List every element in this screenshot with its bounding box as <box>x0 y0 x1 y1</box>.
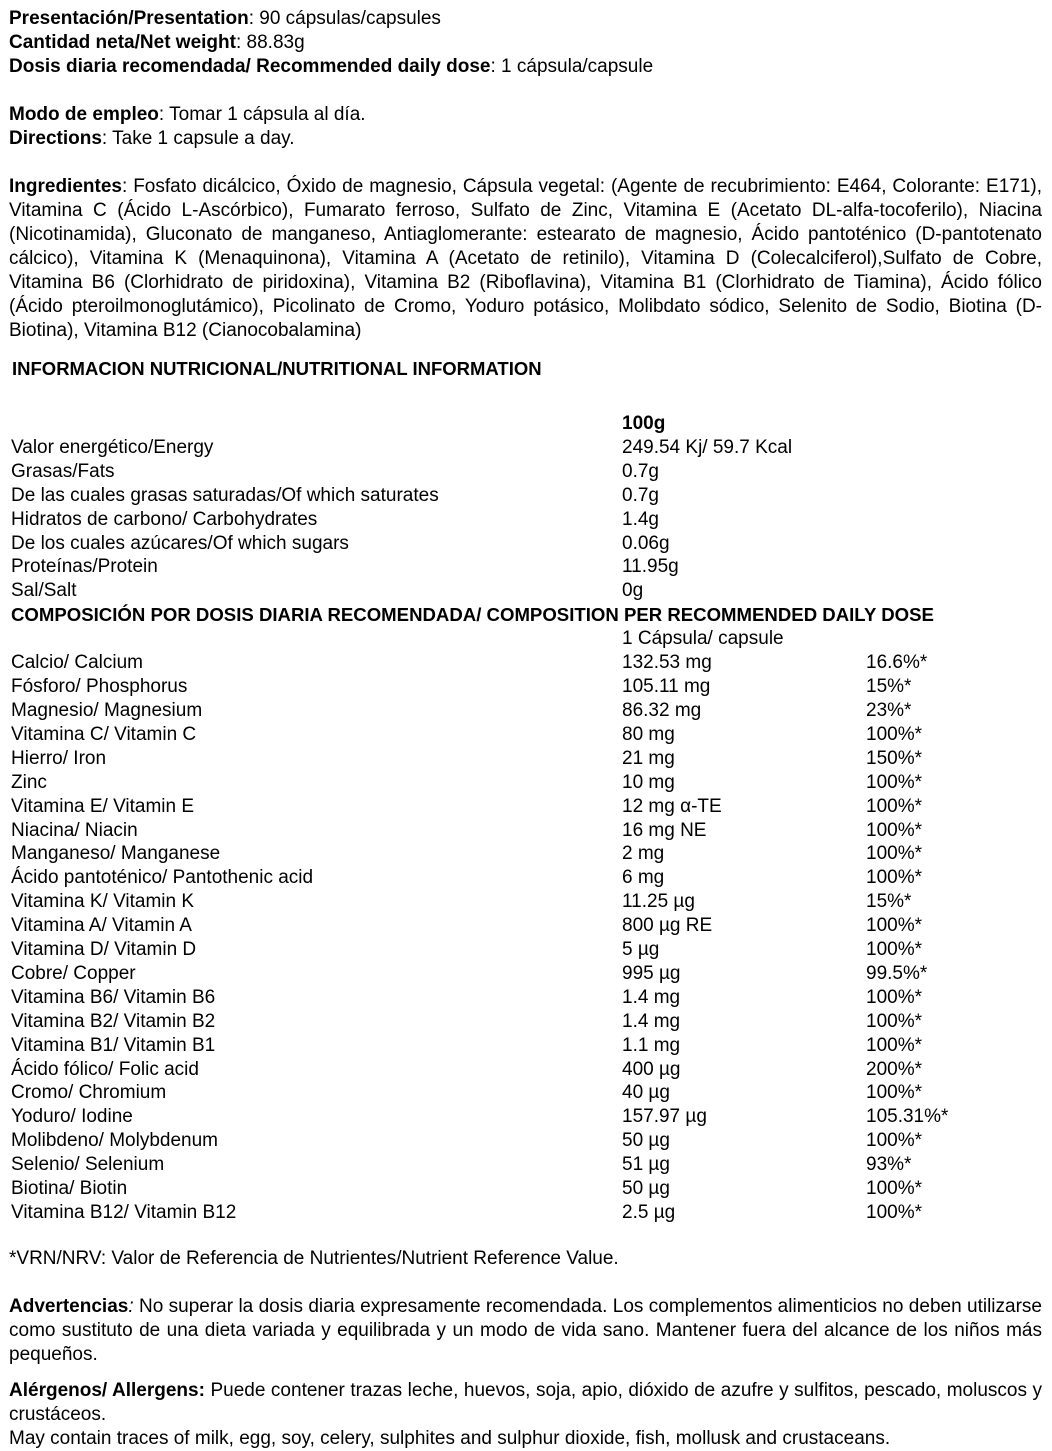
composition-label: Vitamina B2/ Vitamin B2 <box>11 1010 216 1032</box>
composition-label: Hierro/ Iron <box>11 747 107 769</box>
composition-amount: 132.53 mg <box>622 652 712 674</box>
directions-en-line <box>9 127 1042 151</box>
nutrition-row <box>9 532 1049 556</box>
directions-en-value: : Take 1 capsule a day. <box>101 128 295 149</box>
nutrition-header-row <box>9 412 1049 436</box>
composition-nrv: 100%* <box>866 819 922 841</box>
composition-amount: 21 mg <box>622 747 675 769</box>
composition-nrv: 100%* <box>866 867 922 889</box>
composition-amount: 10 mg <box>622 771 675 793</box>
allergens-text-es: Puede contener trazas leche, huevos, soja, apio, dióxido de azufre y sulfitos, pescado, moluscos y crustáceos. <box>9 1379 1042 1425</box>
composition-amount: 995 µg <box>622 962 681 984</box>
ingredients-section <box>9 175 1042 343</box>
composition-nrv: 15%* <box>866 891 912 913</box>
nutrition-label: Sal/Salt <box>11 580 77 602</box>
composition-label: Yoduro/ Iodine <box>11 1106 133 1128</box>
composition-row <box>9 986 1049 1010</box>
allergens-section <box>9 1379 1042 1451</box>
composition-nrv: 100%* <box>866 843 922 865</box>
composition-amount: 800 µg RE <box>622 915 713 937</box>
nutrition-value: 0.7g <box>622 460 659 482</box>
composition-row <box>9 1010 1049 1034</box>
nutrition-section <box>9 357 1042 603</box>
daily-dose-line <box>9 55 1042 79</box>
composition-row <box>9 651 1049 675</box>
nutrition-row <box>9 508 1049 532</box>
composition-amount: 105.11 mg <box>622 676 711 698</box>
composition-row <box>9 938 1049 962</box>
composition-label: Zinc <box>11 771 47 793</box>
nutrition-label: De los cuales azúcares/Of which sugars <box>11 532 349 554</box>
composition-row <box>9 675 1049 699</box>
composition-label: Vitamina B1/ Vitamin B1 <box>11 1034 216 1056</box>
nutrition-label: Hidratos de carbono/ Carbohydrates <box>11 508 318 530</box>
composition-row <box>9 1105 1049 1129</box>
composition-nrv: 200%* <box>866 1058 922 1080</box>
composition-label: Vitamina C/ Vitamin C <box>11 723 197 745</box>
presentation-value: : 90 cápsulas/capsules <box>248 8 441 29</box>
composition-nrv: 100%* <box>866 939 922 961</box>
composition-nrv: 100%* <box>866 1082 922 1104</box>
composition-nrv: 100%* <box>866 915 922 937</box>
composition-label: Niacina/ Niacin <box>11 819 138 841</box>
composition-row <box>9 1177 1049 1201</box>
composition-amount: 1.1 mg <box>622 1034 681 1056</box>
presentation-section <box>9 7 1042 79</box>
directions-section <box>9 103 1042 151</box>
composition-label: Biotina/ Biotin <box>11 1178 128 1200</box>
composition-label: Cromo/ Chromium <box>11 1082 167 1104</box>
composition-nrv: 93%* <box>866 1154 912 1176</box>
nrv-footnote: *VRN/NRV: Valor de Referencia de Nutrientes/Nutrient Reference Value. <box>9 1247 619 1269</box>
composition-nrv: 100%* <box>866 1010 922 1032</box>
composition-amount: 16 mg NE <box>622 819 707 841</box>
composition-row <box>9 795 1049 819</box>
nutrition-value: 0.7g <box>622 484 659 506</box>
allergens-es-paragraph <box>9 1379 1042 1427</box>
composition-label: Molibdeno/ Molybdenum <box>11 1130 219 1152</box>
composition-amount: 1.4 mg <box>622 1010 681 1032</box>
nutrition-value: 0.06g <box>622 532 670 554</box>
nutrition-label: De las cuales grasas saturadas/Of which saturates <box>11 484 439 506</box>
nutrition-empty <box>866 460 1049 484</box>
composition-row <box>9 723 1049 747</box>
directions-es-line <box>9 103 1042 127</box>
composition-row <box>9 1153 1049 1177</box>
composition-nrv: 16.6%* <box>866 652 928 674</box>
composition-nrv: 100%* <box>866 723 922 745</box>
nutrition-value: 0g <box>622 580 644 602</box>
daily-dose-label: Dosis diaria recomendada/ Recommended daily dose <box>9 56 491 77</box>
composition-row <box>9 866 1049 890</box>
nutrition-row <box>9 460 1049 484</box>
composition-label: Ácido fólico/ Folic acid <box>11 1058 199 1080</box>
composition-nrv: 100%* <box>866 771 922 793</box>
composition-amount: 2 mg <box>622 843 665 865</box>
composition-label: Cobre/ Copper <box>11 962 136 984</box>
composition-label: Magnesio/ Magnesium <box>11 699 203 721</box>
composition-label: Vitamina A/ Vitamin A <box>11 915 192 937</box>
allergens-label: Alérgenos/ Allergens: <box>9 1379 205 1401</box>
composition-row <box>9 1129 1049 1153</box>
composition-row <box>9 890 1049 914</box>
composition-row <box>9 771 1049 795</box>
nutrition-value: 249.54 Kj/ 59.7 Kcal <box>622 436 793 458</box>
composition-nrv: 105.31%* <box>866 1106 949 1128</box>
composition-nrv: 100%* <box>866 1034 922 1056</box>
composition-nrv: 100%* <box>866 986 922 1008</box>
directions-es-value: : Tomar 1 cápsula al día. <box>158 104 366 125</box>
composition-title: COMPOSICIÓN POR DOSIS DIARIA RECOMENDADA/ COMPOSITION PER RECOMMENDED DAILY DOSE <box>11 604 934 626</box>
composition-label: Fósforo/ Phosphorus <box>11 676 188 698</box>
composition-header-row <box>9 627 1049 651</box>
nutrition-label: Valor energético/Energy <box>11 436 214 458</box>
composition-amount: 12 mg α-TE <box>622 795 722 817</box>
composition-label: Vitamina D/ Vitamin D <box>11 939 197 961</box>
composition-row <box>9 914 1049 938</box>
composition-row <box>9 699 1049 723</box>
composition-row <box>9 842 1049 866</box>
nutrition-empty <box>866 484 1049 508</box>
composition-label: Vitamina K/ Vitamin K <box>11 891 195 913</box>
composition-amount: 50 µg <box>622 1130 670 1152</box>
allergens-en-paragraph: May contain traces of milk, egg, soy, celery, sulphites and sulphur dioxide, fish, mollusk and crustaceans. <box>9 1427 891 1449</box>
warnings-text: No superar la dosis diaria expresamente recomendada. Los complementos alimenticios no deben utilizarse como sustituto de una dieta variada y equilibrada y un modo de vida sano. Mantener fuera del alcance de los niños más pequeños. <box>9 1295 1042 1365</box>
daily-dose-value: : 1 cápsula/capsule <box>490 56 654 77</box>
composition-amount: 1.4 mg <box>622 986 681 1008</box>
composition-row <box>9 1034 1049 1058</box>
composition-nrv: 100%* <box>866 795 922 817</box>
composition-amount: 11.25 µg <box>622 891 695 913</box>
composition-amount: 40 µg <box>622 1082 670 1104</box>
composition-amount: 80 mg <box>622 723 675 745</box>
nutrition-value: 1.4g <box>622 508 659 530</box>
nutrition-table <box>9 412 1049 603</box>
nutrition-label: Proteínas/Protein <box>11 556 158 578</box>
composition-column-header: 1 Cápsula/ capsule <box>622 628 784 650</box>
composition-row <box>9 819 1049 843</box>
nutrition-empty <box>866 436 1049 460</box>
net-weight-label: Cantidad neta/Net weight <box>9 32 236 53</box>
warnings-section <box>9 1295 1042 1367</box>
nutrition-value: 11.95g <box>622 556 679 578</box>
nutrition-row <box>9 484 1049 508</box>
warnings-paragraph <box>9 1295 1042 1367</box>
composition-label: Ácido pantoténico/ Pantothenic acid <box>11 867 314 889</box>
nutrition-empty <box>866 508 1049 532</box>
composition-label: Calcio/ Calcium <box>11 652 143 674</box>
nutrition-empty <box>866 532 1049 556</box>
nutrition-empty <box>866 555 1049 579</box>
composition-label: Selenio/ Selenium <box>11 1154 165 1176</box>
composition-row <box>9 1058 1049 1082</box>
composition-amount: 157.97 µg <box>622 1106 707 1128</box>
nutrition-title: INFORMACION NUTRICIONAL/NUTRITIONAL INFORMATION <box>12 358 542 379</box>
composition-amount: 50 µg <box>622 1178 670 1200</box>
nutrition-row <box>9 579 1049 603</box>
ingredients-label: Ingredientes <box>9 176 122 197</box>
composition-amount: 51 µg <box>622 1154 670 1176</box>
presentation-label: Presentación/Presentation <box>9 8 249 29</box>
composition-section <box>9 603 1042 1225</box>
composition-amount: 6 mg <box>622 867 665 889</box>
warnings-label: Advertencias <box>9 1295 129 1317</box>
nutrition-row <box>9 555 1049 579</box>
net-weight-value: : 88.83g <box>235 32 305 53</box>
composition-label: Vitamina B6/ Vitamin B6 <box>11 986 216 1008</box>
composition-row <box>9 962 1049 986</box>
composition-nrv: 100%* <box>866 1130 922 1152</box>
composition-label: Manganeso/ Manganese <box>11 843 221 865</box>
directions-es-label: Modo de empleo <box>9 104 159 125</box>
presentation-line <box>9 7 1042 31</box>
composition-amount: 86.32 mg <box>622 699 702 721</box>
nutrition-empty <box>866 579 1049 603</box>
warnings-colon: : <box>128 1295 134 1317</box>
composition-table <box>9 627 1049 1225</box>
nutrition-column-header: 100g <box>622 413 666 434</box>
composition-amount: 400 µg <box>622 1058 681 1080</box>
composition-nrv: 100%* <box>866 1202 922 1223</box>
composition-nrv: 100%* <box>866 1178 922 1200</box>
composition-nrv: 23%* <box>866 699 912 721</box>
ingredients-paragraph <box>9 175 1042 343</box>
composition-row <box>9 747 1049 771</box>
ingredients-text: : Fosfato dicálcico, Óxido de magnesio, Cápsula vegetal: (Agente de recubrimiento: E464, Colorante: E171), Vitamina C (Ácido L-Ascórbico), Fumarato ferroso, Sulfato de Zinc, Vitamina E (Acetato DL-alfa-tocoferilo), Niacina (Nicotinamida), Gluconato de manganeso, Antiaglomerante: estearato de magnesio, Ácido pantoténico (D-pantotenato cálcico), Vitamina K (Menaquinona), Vitamina A (Acetato de retinilo), Vitamina D (Colecalciferol),Sulfato de Cobre, Vitamina B6 (Clorhidrato de piridoxina), Vitamina B2 (Riboflavina), Vitamina B1 (Clorhidrato de Tiamina), Ácido fólico (Ácido pteroilmonoglutámico), Picolinato de Cromo, Yoduro potásico, Molibdato sódico, Selenito de Sodio, Biotina (D-Biotina), Vitamina B12 (Cianocobalamina) <box>9 176 1042 341</box>
composition-amount: 5 µg <box>622 939 660 961</box>
composition-label: Vitamina B12/ Vitamin B12 <box>11 1202 237 1223</box>
composition-row <box>9 1201 1049 1225</box>
composition-nrv: 150%* <box>866 747 922 769</box>
nutrition-row <box>9 436 1049 460</box>
nutrition-label: Grasas/Fats <box>11 460 115 482</box>
composition-nrv: 15%* <box>866 676 912 698</box>
composition-label: Vitamina E/ Vitamin E <box>11 795 195 817</box>
composition-row <box>9 1081 1049 1105</box>
composition-nrv: 99.5%* <box>866 962 928 984</box>
net-weight-line <box>9 31 1042 55</box>
directions-en-label: Directions <box>9 128 102 149</box>
composition-amount: 2.5 µg <box>622 1202 676 1223</box>
